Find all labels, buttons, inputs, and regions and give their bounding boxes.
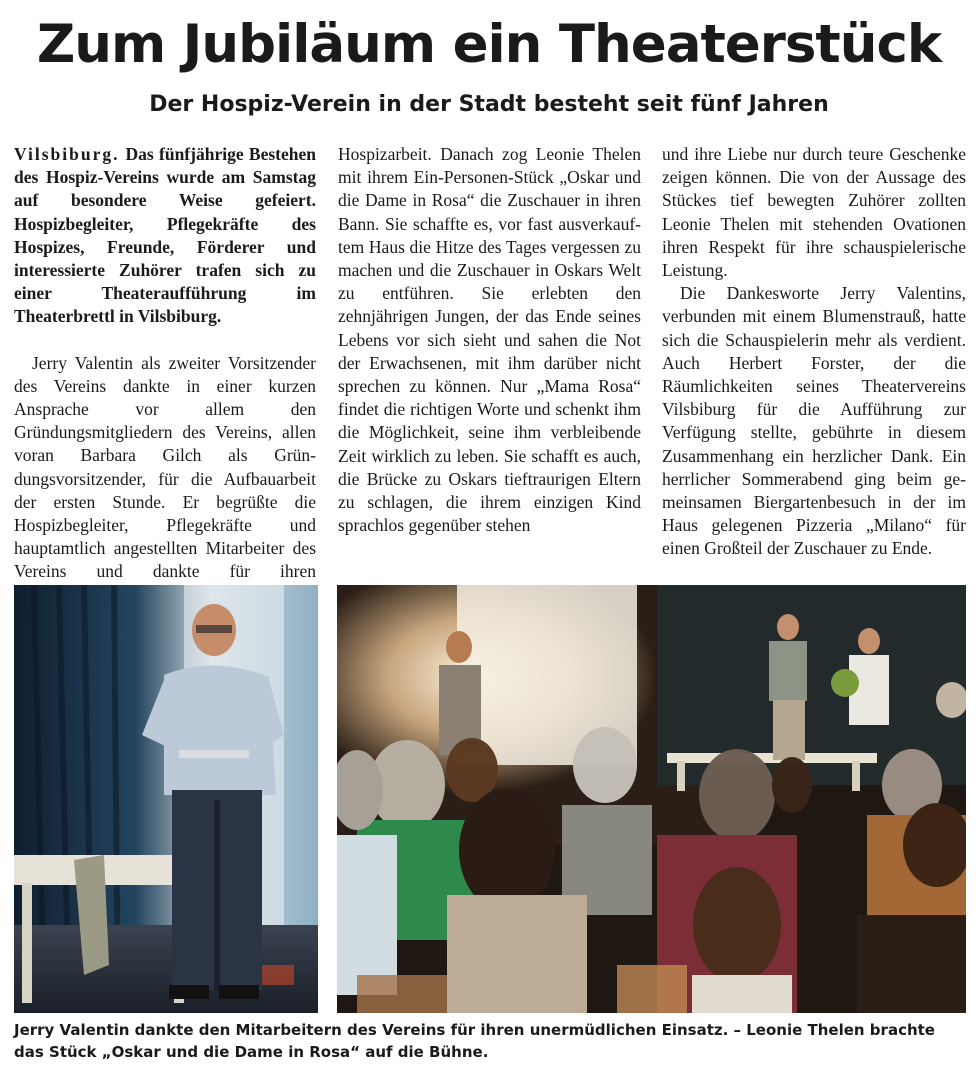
headline: Zum Jubiläum ein Theaterstück [36,14,942,75]
photo-audience [337,585,966,1013]
article-column-3 [662,143,966,561]
article-column-1 [14,143,316,607]
body-paragraph: und ihre Liebe nur durch teure Geschenke zeigen können. Die von der Aussage des Stückes tief bewegten Zuhörer zollten Leonie Thelen mit stehenden Ovationen ihren Respekt für ihre schauspielerische Leistung. [662,144,966,281]
lead-text: Das fünfjährige Bestehen des Hospiz-Vereins wurde am Samstag auf besondere Weise gefeiert. Hospizbegleiter, Pflegekräfte des Hospizes, Freunde, Förderer und interessierte Zuhörer trafen sich zu einer Theateraufführung im Theaterbrettl in Vilsbiburg. [14,144,316,327]
photo-speaker [14,585,318,1013]
body-paragraph: Jerry Valentin als zweiter Vorsitzender des Vereins dankte in einer kurzen Ansprache vor allem den Gründungsmitgliedern des Vereins, allen voran Barbara Gilch als Gründungsvorsitzender, für die Aufbauarbeit der ersten Stunde. Er begrüßte die Hospizbegleiter, Pflegekräfte und hauptamtlich angestellten Mitarbeiter des Vereins und dankte für ihren [14,352,316,582]
article-column-2 [338,143,641,537]
dateline: Vilsbiburg. [14,144,120,164]
body-paragraph: Die Dankesworte Jerry Valentins, verbunden mit einem Blumenstrauß, hatte sich die Schauspielerin mehr als verdient. Auch Herbert Forster, der die Räumlichkeiten seines Theatervereins Vilsbiburg für die Aufführung zur Verfügung stellte, gebührte in diesem Zusammenhang ein herzlicher Dank. Ein herrlicher Sommerabend ging beim gemeinsamen Biergartenbesuch in der im Haus gelegenen Pizzeria „Milano“ für einen Großteil der Zuschauer zu Ende. [662,283,966,559]
subheadline: Der Hospiz-Verein in der Stadt besteht seit fünf Jahren [149,92,829,117]
body-paragraph: Hospizarbeit. Danach zog Leonie Thelen mit ihrem Ein-Personen-Stück „Oskar und die Dame in Rosa“ die Zuschauer in ihren Bann. Sie schaffte es, vor fast ausverkauftem Haus die Hitze des Tages vergessen zu machen und die Zuschauer in Oskars Welt zu entführen. Sie erlebten den zehnjährigen Jungen, der das Ende seines Lebens vor sich sieht und sahen die Not der Erwachsenen, mit ihm darüber nicht sprechen zu können. Nur „Mama Rosa“ findet die richtigen Worte und schenkt ihm die Möglichkeit, seine ihm verbleibende Zeit wirklich zu leben. Sie schafft es auch, die Brücke zu Oskars tieftraurigen Eltern zu schlagen, die ihrem einzigen Kind sprachlos gegenüber stehen [338,144,641,536]
photo-caption: Jerry Valentin dankte den Mitarbeitern des Vereins für ihren unermüdlichen Einsatz. – Leonie Thelen brachte das Stück „Oskar und die Dame in Rosa“ auf die Bühne. [14,1021,935,1061]
lead-paragraph [14,143,316,329]
